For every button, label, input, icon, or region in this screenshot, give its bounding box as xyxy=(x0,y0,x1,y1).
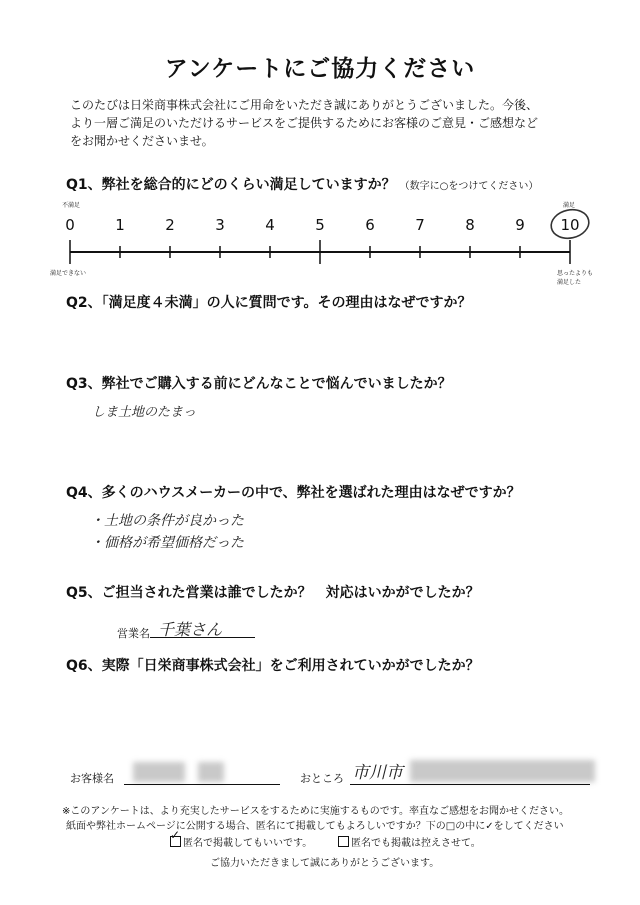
question-1-note: （数字に○をつけてください） xyxy=(399,181,539,192)
consent-option-no[interactable] xyxy=(338,834,481,849)
redacted-customer-name xyxy=(198,762,224,782)
staff-name-underline xyxy=(150,637,255,638)
scale-number[interactable]: 9 xyxy=(515,216,525,234)
address-label: おところ xyxy=(300,772,344,785)
question-1-text: Q1、弊社を総合的にどのくらい満足していますか？ xyxy=(66,177,396,193)
staff-name-value: 千葉さん xyxy=(158,620,223,639)
question-4: Q4、多くのハウスメーカーの中で、弊社を選ばれた理由はなぜですか？ xyxy=(66,485,521,501)
checkmark-icon: ✓ xyxy=(170,828,181,842)
scale-label-satisfied: 満足 xyxy=(563,202,576,209)
question-3-answer: しま土地のたまっ xyxy=(92,405,197,420)
scale-number[interactable]: 4 xyxy=(265,216,275,234)
scale-label-more-than-expected: 思ったよりも xyxy=(557,270,594,277)
question-1 xyxy=(66,174,538,194)
intro-line: このたびは日栄商事株式会社にご用命をいただき誠にありがとうございました。今後、 xyxy=(70,98,539,112)
consent-no-checkbox[interactable] xyxy=(338,836,349,847)
redacted-address xyxy=(410,760,595,782)
scale-number[interactable]: 6 xyxy=(365,216,375,234)
scale-label-not-satisfied: 満足できない xyxy=(50,270,87,277)
intro-paragraph xyxy=(70,96,590,150)
question-4-answer-2: ・価格が希望価格だった xyxy=(90,535,244,551)
intro-line: をお聞かせくださいませ。 xyxy=(70,134,214,148)
consent-yes-checkbox[interactable] xyxy=(170,828,181,847)
consent-no-label: 匿名でも掲載は控えさせて。 xyxy=(351,838,481,849)
footer-note-1: ※このアンケートは、より充実したサービスをするために実施するものです。率直なご感想をお聞かせください。 xyxy=(62,806,569,817)
consent-yes-label: 匿名で掲載してもいいです。 xyxy=(183,838,313,849)
scale-number[interactable]: 7 xyxy=(415,216,425,234)
scale-number[interactable]: 10 xyxy=(560,216,580,234)
question-6: Q6、実際「日栄商事株式会社」をご利用されていかがでしたか？ xyxy=(66,658,480,674)
scale-number[interactable]: 0 xyxy=(65,216,75,234)
scale-number[interactable]: 3 xyxy=(215,216,225,234)
question-5: Q5、ご担当された営業は誰でしたか？ 対応はいかがでしたか？ xyxy=(66,585,480,601)
scale-number[interactable]: 5 xyxy=(315,216,325,234)
consent-option-yes[interactable] xyxy=(170,828,313,849)
scale-number[interactable]: 1 xyxy=(115,216,125,234)
question-3: Q3、弊社でご購入する前にどんなことで悩んでいましたか？ xyxy=(66,376,452,392)
customer-name-underline xyxy=(124,784,280,785)
redacted-customer-name xyxy=(133,762,185,782)
intro-line: より一層ご満足のいただけるサービスをご提供するためにお客様のご意見・ご感想など xyxy=(70,116,539,130)
thanks-message: ご協力いただきまして誠にありがとうございます。 xyxy=(210,858,440,869)
survey-title: アンケートにご協力ください xyxy=(164,56,476,82)
scale-label-unsatisfied: 不満足 xyxy=(62,202,81,209)
footer-note-2: 紙面や弊社ホームページに公開する場合、匿名にて掲載してもよろしいですか？下の□の中に✓をしてください xyxy=(66,821,564,832)
scale-number[interactable]: 2 xyxy=(165,216,175,234)
scale-number[interactable]: 8 xyxy=(465,216,475,234)
staff-name-label: 営業名 xyxy=(117,627,150,640)
customer-name-label: お客様名 xyxy=(70,772,114,785)
scale-label-satisfied-bottom: 満足した xyxy=(557,279,582,286)
satisfaction-scale xyxy=(0,200,640,280)
address-underline xyxy=(350,784,590,785)
question-4-answer-1: ・土地の条件が良かった xyxy=(90,513,244,529)
address-value: 市川市 xyxy=(352,763,403,783)
question-2: Q2、「満足度４未満」の人に質問です。その理由はなぜですか？ xyxy=(66,295,472,311)
